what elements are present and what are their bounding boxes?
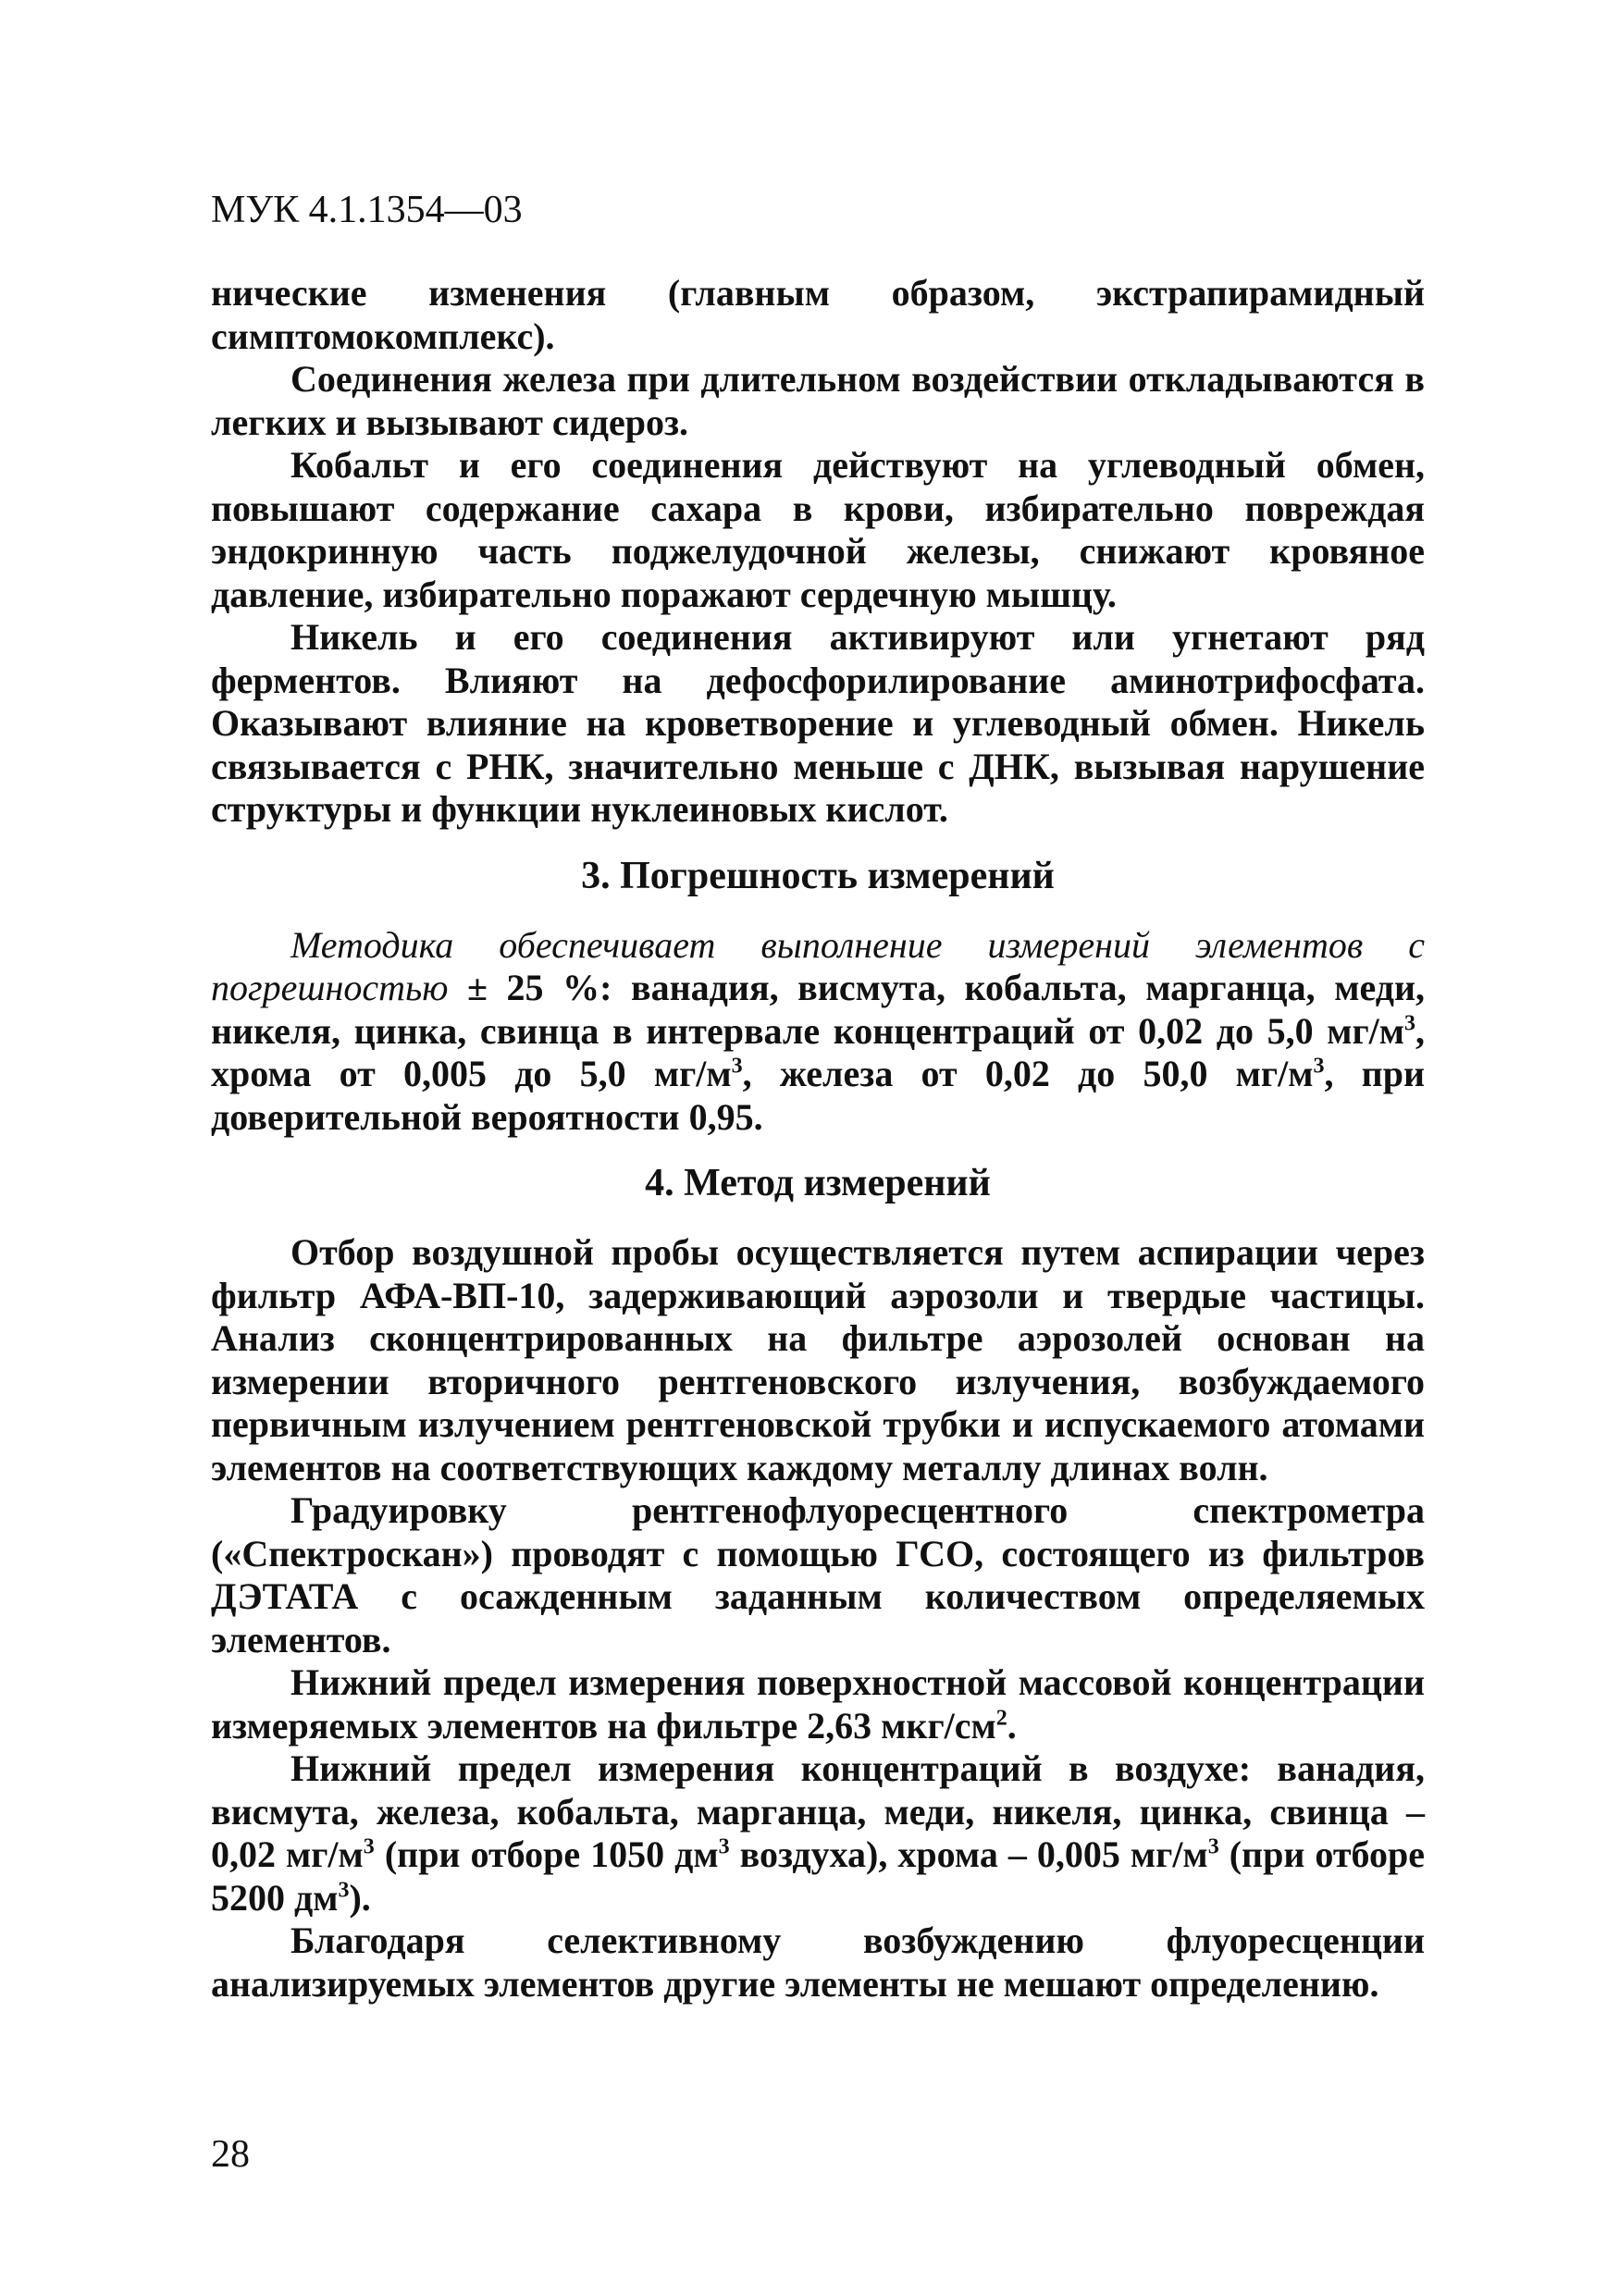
superscript: 3 — [363, 1834, 375, 1859]
text-run: ± 25 %: ванадия, висмута, кобальта, марганца, меди, никеля, цинка, свинца в интервале концентраций от 0,02 до 5,0 мг/м — [211, 967, 1425, 1052]
paragraph-measurement-error — [211, 924, 1425, 1140]
text-run: (при отборе 5200 дм — [211, 1833, 1425, 1919]
text-run: Нижний предел измерения поверхностной массовой концентрации измеряемых элементов на фильтре 2,63 мкг/см — [211, 1661, 1425, 1747]
paragraph-surface-limit — [211, 1661, 1425, 1747]
text-run: (при отборе 1050 дм — [374, 1833, 719, 1875]
text-run: . — [1007, 1704, 1017, 1747]
paragraph-selectivity: Благодаря селективному возбуждению флуоресценции анализируемых элементов другие элементы не мешают определению. — [211, 1920, 1425, 2005]
document-page — [211, 185, 1425, 2006]
paragraph-iron: Соединения железа при длительном воздействии откладываются в легких и вызывают сидероз. — [211, 358, 1425, 443]
paragraph-sampling: Отбор воздушной пробы осуществляется путем аспирации через фильтр АФА-ВП-10, задерживающий аэрозоли и твердые частицы. Анализ сконцентрированных на фильтре аэрозолей основан на измерении вторичного рентгеновского излучения, возбуждаемого первичным излучением рентгеновской трубки и испускаемого атомами элементов на соответствующих каждому металлу длинах волн. — [211, 1231, 1425, 1488]
section-heading-method: 4. Метод измерений — [645, 1162, 991, 1204]
paragraph-cobalt: Кобальт и его соединения действуют на углеводный обмен, повышают содержание сахара в крови, избирательно повреждая эндокринную часть поджелудочной железы, снижают кровяное давление, избирательно поражают сердечную мышцу. — [211, 444, 1425, 615]
superscript: 3 — [1404, 1011, 1415, 1036]
superscript: 3 — [338, 1878, 350, 1903]
superscript: 3 — [1313, 1054, 1325, 1079]
text-run: Нижний предел измерения концентраций в воздухе: ванадия, висмута, железа, кобальта, марганца, меди, никеля, цинка, свинца – 0,02 мг/м — [211, 1747, 1425, 1875]
paragraph-calibration: Градуировку рентгенофлуоресцентного спектрометра («Спектроскан») проводят с помощью ГСО, состоящего из фильтров ДЭТАТА с осажденным заданным количеством определяемых элементов. — [211, 1489, 1425, 1660]
section-heading-error: 3. Погрешность измерений — [581, 854, 1055, 897]
paragraph-continued: нические изменения (главным образом, экстрапирамидный симптомокомплекс). — [211, 272, 1425, 357]
superscript: 2 — [995, 1706, 1007, 1731]
text-run: воздуха), хрома – 0,005 мг/м — [729, 1833, 1208, 1875]
paragraph-air-limit — [211, 1747, 1425, 1920]
page-number: 28 — [211, 2133, 250, 2176]
text-run: ). — [349, 1876, 371, 1919]
text-run: , при доверительной вероятности 0,95. — [211, 1053, 1425, 1138]
paragraph-nickel: Никель и его соединения активируют или угнетают ряд ферментов. Влияют на дефосфорилирование аминотрифосфата. Оказывают влияние на кроветворение и углеводный обмен. Никель связывается с РНК, значительно меньше с ДНК, вызывая нарушение структуры и функции нуклеиновых кислот. — [211, 616, 1425, 830]
superscript: 3 — [1207, 1834, 1219, 1859]
text-run: , железа от 0,02 до 50,0 мг/м — [742, 1053, 1314, 1094]
superscript: 3 — [731, 1054, 743, 1079]
italic-lead: Методика обеспечивает выполнение измерений элементов с погрешностью — [211, 923, 1425, 1008]
text-run: , хрома от 0,005 до 5,0 мг/м — [211, 1009, 1425, 1094]
running-head: МУК 4.1.1354—03 — [211, 189, 523, 231]
superscript: 3 — [718, 1834, 730, 1859]
